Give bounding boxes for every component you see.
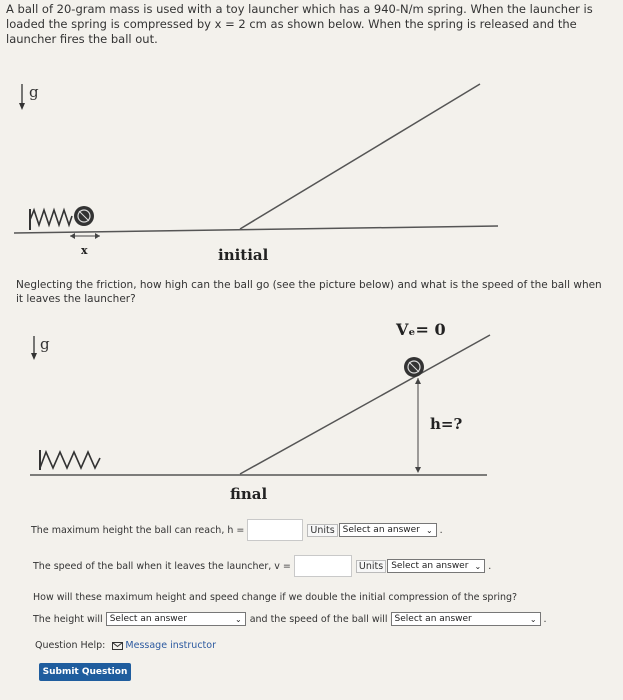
change-question-text: How will these maximum height and speed change if we double the initial compression of the spring? <box>33 592 518 603</box>
height-input[interactable] <box>247 519 303 541</box>
gravity-label: g <box>29 83 39 101</box>
ramp-line <box>240 335 490 474</box>
figure-caption-initial: initial <box>218 246 269 264</box>
figure-final <box>0 320 623 500</box>
height-units-select[interactable] <box>339 523 437 537</box>
message-instructor-link[interactable] <box>108 640 216 651</box>
chevron-down-icon: ⌄ <box>234 614 242 624</box>
gravity-label: g <box>40 335 50 353</box>
problem-text: A ball of 20-gram mass is used with a toy launcher which has a 940-N/m spring. When the launcher is loaded the spring is compressed by x = 2 cm as shown below. When the spring is released and the launcher fires the ball out. <box>6 2 593 46</box>
speed-change-select-value: Select an answer <box>394 614 472 624</box>
height-label: h=? <box>430 415 463 433</box>
height-question-label: The maximum height the ball can reach, h = <box>31 524 245 536</box>
submit-question-button[interactable]: Submit Question <box>39 663 131 681</box>
height-change-prefix: The height will <box>33 613 103 625</box>
height-change-select[interactable] <box>106 612 246 626</box>
figure-initial <box>0 70 623 270</box>
spring-compressed <box>30 210 72 225</box>
question-help <box>35 640 216 651</box>
message-instructor-label: Message instructor <box>125 640 216 651</box>
chevron-down-icon: ⌄ <box>425 525 433 535</box>
speed-question-label: The speed of the ball when it leaves the launcher, v = <box>33 560 291 572</box>
speed-answer-row: The speed of the ball when it leaves the launcher, v = Units Select an answer ⌄ . <box>33 555 491 577</box>
change-answer-row: The height will Select an answer ⌄ and the speed of the ball will Select an answer ⌄ . <box>33 613 547 625</box>
chevron-down-icon: ⌄ <box>529 614 537 624</box>
ramp-line <box>240 84 480 229</box>
speed-change-select[interactable] <box>391 612 541 626</box>
speed-input[interactable] <box>294 555 352 577</box>
compression-label: x <box>81 244 88 257</box>
question-text: Neglecting the friction, how high can the ball go (see the picture below) and what is the speed of the ball when it leaves the launcher? <box>16 279 602 305</box>
mail-icon <box>112 642 123 650</box>
speed-units-select-value: Select an answer <box>391 561 469 571</box>
height-units-label: Units <box>307 524 337 537</box>
height-answer-row: The maximum height the ball can reach, h = Units Select an answer ⌄ . <box>31 519 443 541</box>
chevron-down-icon: ⌄ <box>474 561 482 571</box>
final-velocity-label: Vₑ= 0 <box>396 320 446 339</box>
speed-units-select[interactable] <box>387 559 485 573</box>
spring-relaxed <box>40 452 100 468</box>
height-change-select-value: Select an answer <box>109 614 187 624</box>
figure-caption-final: final <box>230 485 268 503</box>
ground-line <box>14 226 498 233</box>
speed-change-prefix: and the speed of the ball will <box>249 613 388 625</box>
question-help-label: Question Help: <box>35 640 106 651</box>
height-units-select-value: Select an answer <box>342 525 420 535</box>
speed-units-label: Units <box>356 560 386 573</box>
